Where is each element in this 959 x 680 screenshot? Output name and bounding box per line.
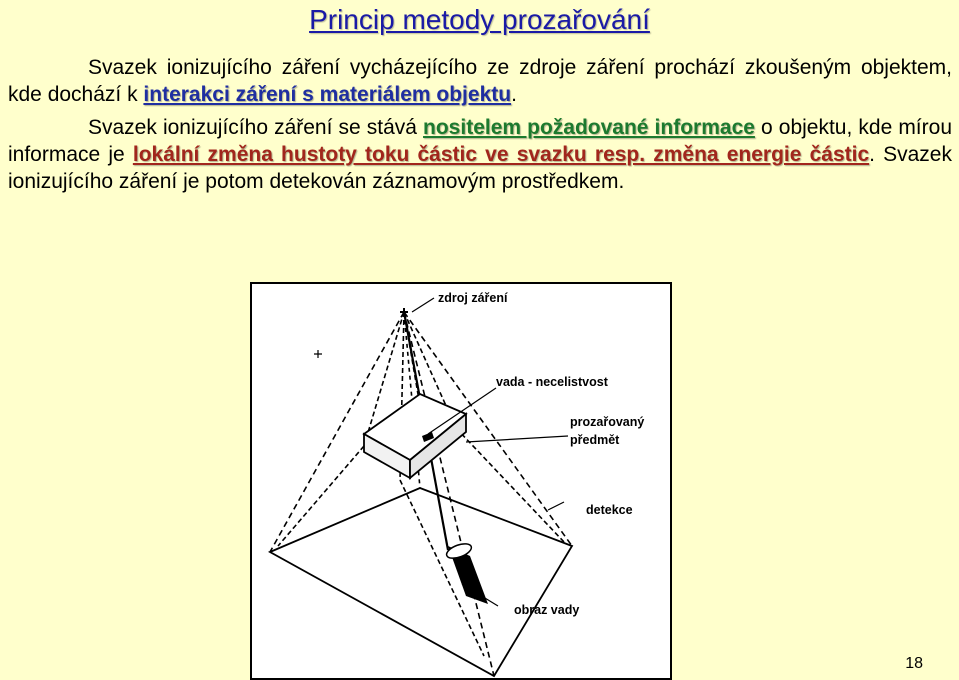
paragraph2-text-a: Svazek ionizujícího záření se stává: [88, 116, 424, 139]
paragraph2-text-c: . Svazek ionizujícího záření je potom detekován záznamovým prostředkem.: [8, 143, 952, 193]
leader-detection: [548, 502, 564, 510]
radiography-diagram: [250, 282, 672, 680]
highlight-information-carrier: nositelem požadované informace: [423, 116, 755, 139]
highlight-density-change: lokální změna hustoty toku částic ve svazku resp. změna energie částic: [132, 143, 870, 166]
slide-title-text: Princip metody prozařování: [309, 4, 650, 35]
label-source: zdroj záření: [438, 291, 508, 305]
paragraph1-text-before: Svazek ionizujícího záření vycházejícího ze zdroje záření prochází zkoušeným objektem, kde dochází k: [8, 56, 952, 106]
leader-object: [466, 436, 568, 442]
paragraph-interaction: [8, 54, 952, 108]
label-detection: detekce: [586, 503, 633, 517]
detector-plane: [270, 488, 572, 676]
label-defect: vada - necelistvost: [496, 375, 608, 389]
examined-object: [364, 394, 466, 478]
leader-source: [412, 298, 434, 312]
paragraph-information: [8, 114, 952, 195]
slide-title: [0, 0, 959, 37]
defect-image: [445, 541, 488, 604]
radiography-diagram-svg: [252, 284, 670, 678]
label-image: obraz vady: [514, 603, 580, 617]
label-object-line2: předmět: [570, 433, 620, 447]
ray-front-edge: [404, 312, 494, 676]
paragraph1-text-after: .: [511, 83, 517, 106]
paragraph2-text-b: o objektu, kde mírou informace je: [8, 116, 952, 166]
label-object-line1: prozařovaný: [570, 415, 645, 429]
highlight-interaction: interakci záření s materiálem objektu: [143, 83, 512, 106]
reference-cross: [314, 350, 322, 358]
ray-lower-right: [456, 428, 564, 542]
page-number: 18: [905, 655, 923, 672]
